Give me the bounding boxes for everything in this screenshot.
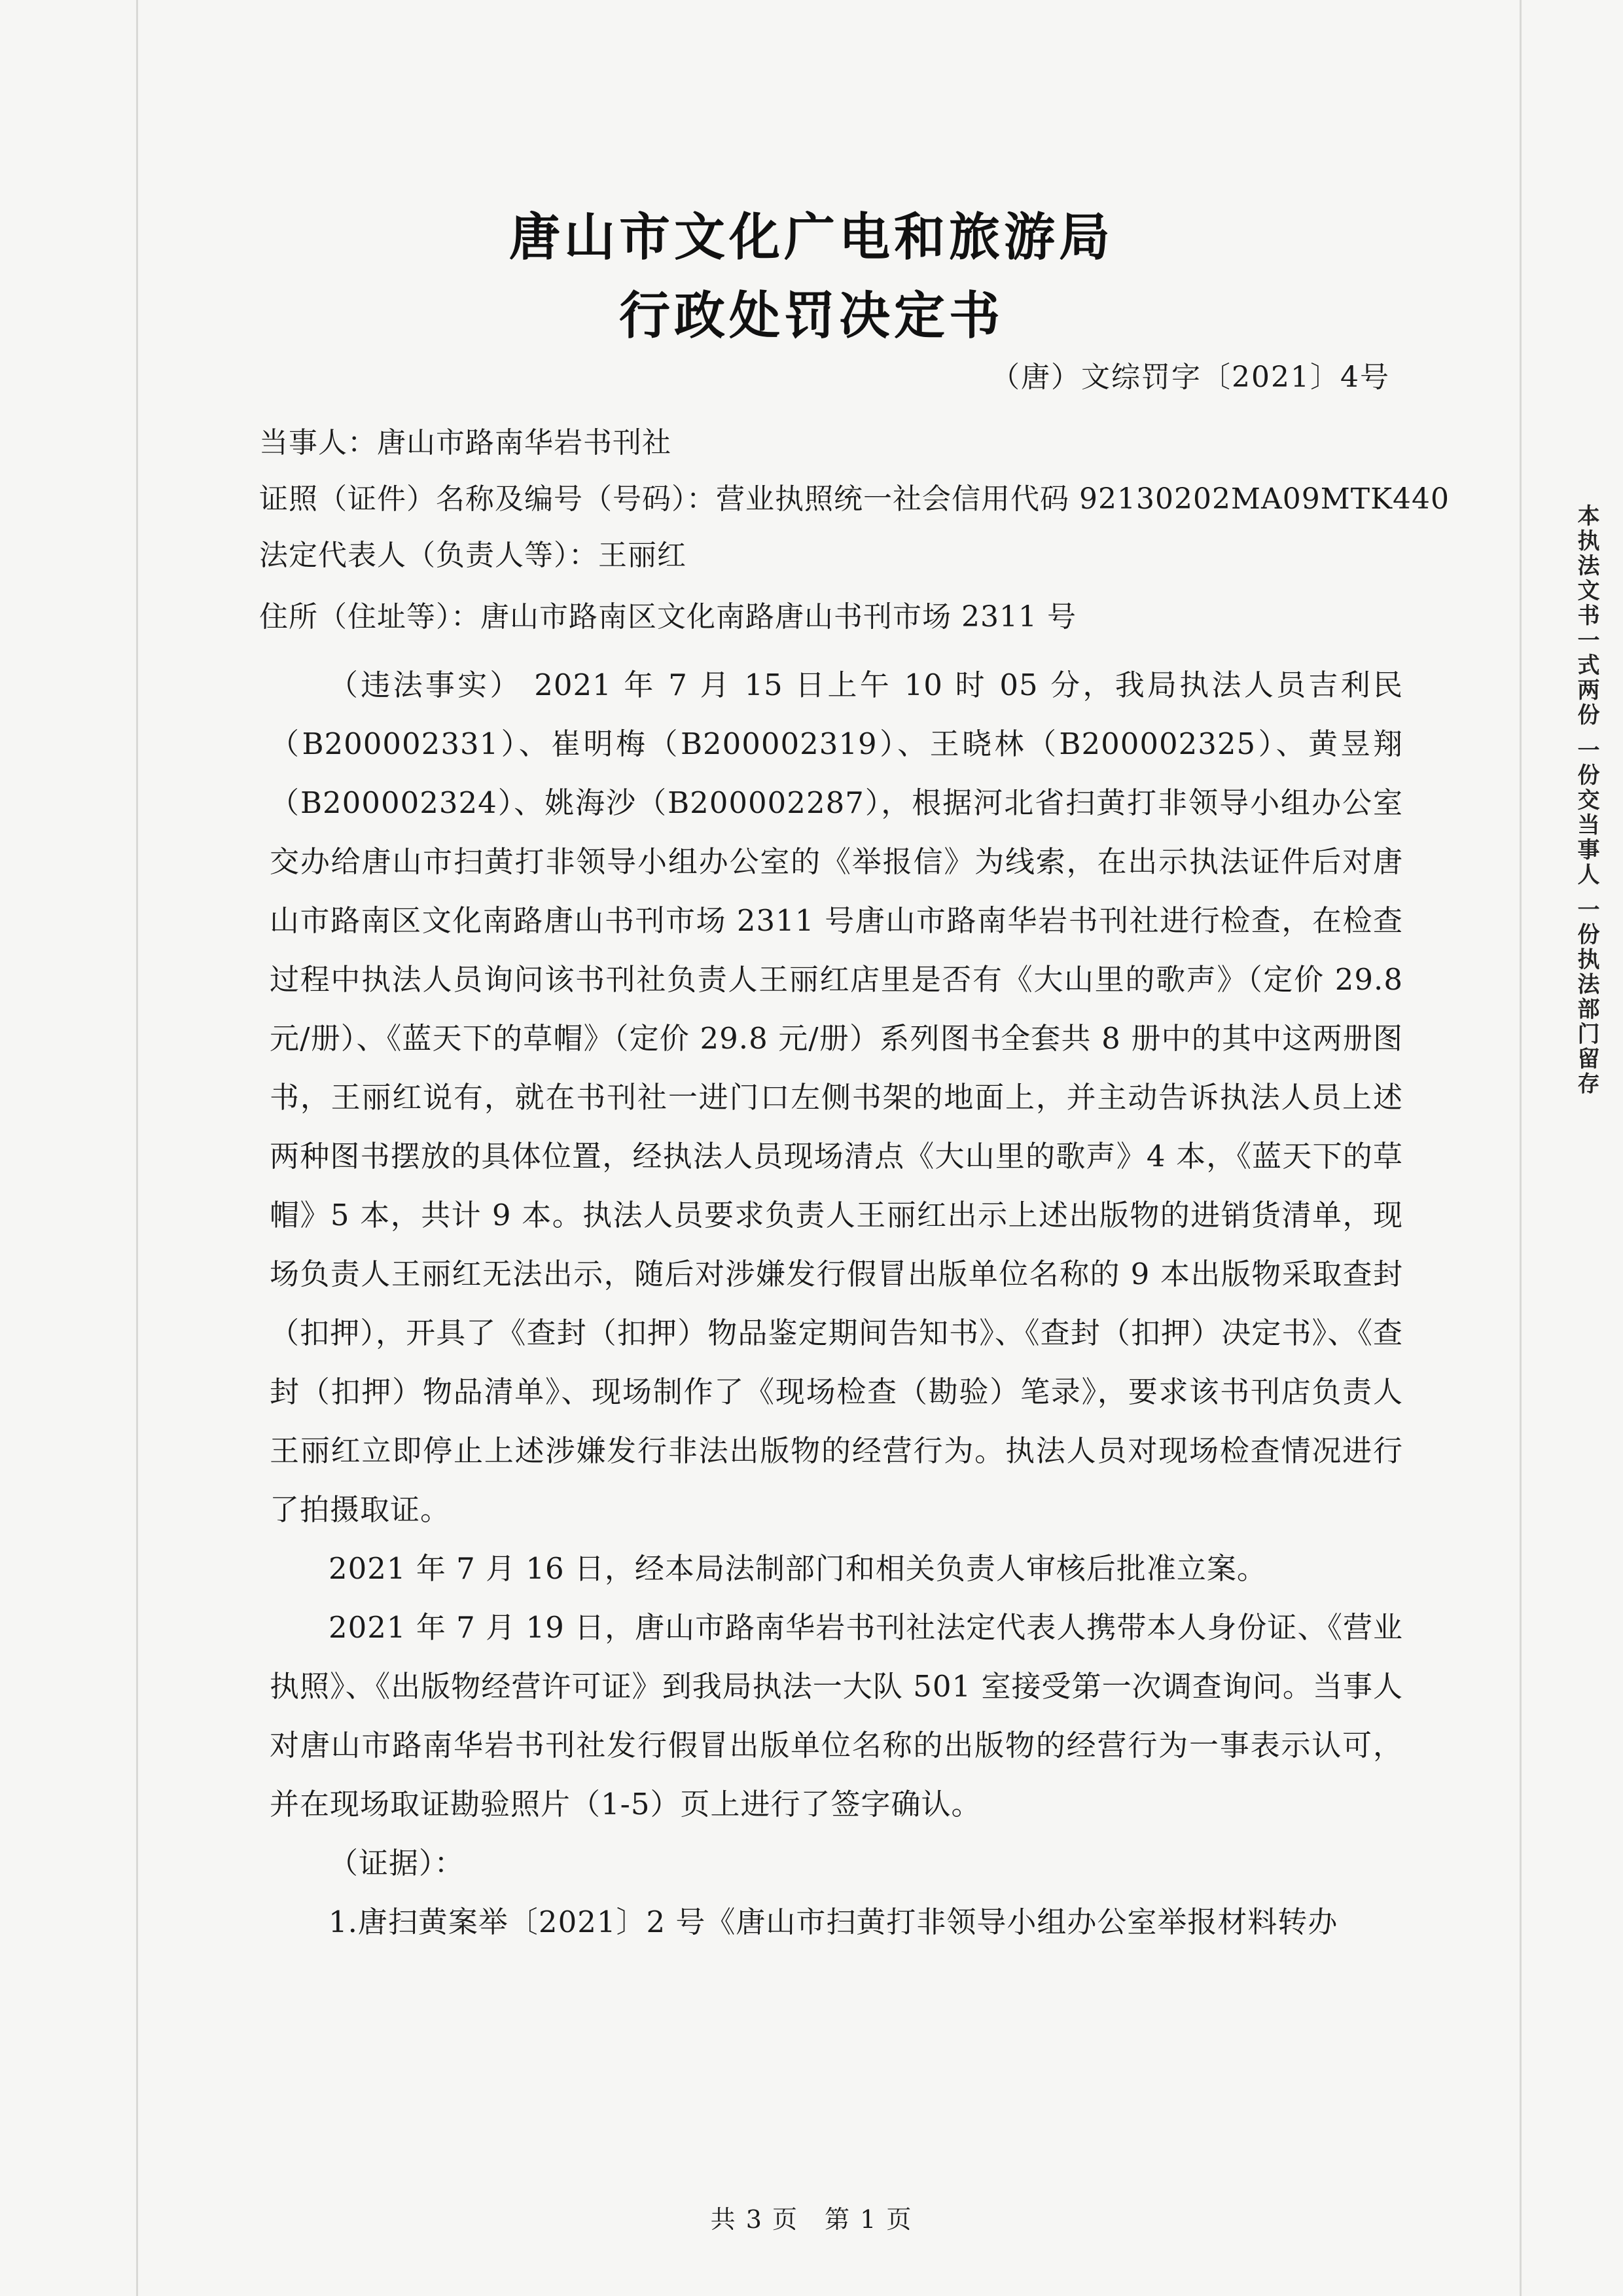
legal-representative-line: 法定代表人（负责人等）：王丽红 xyxy=(259,539,687,572)
document-title-line1: 唐山市文化广电和旅游局 xyxy=(508,208,1114,267)
party-line: 当事人：唐山市路南华岩书刊社 xyxy=(259,426,671,459)
address-line: 住所（住址等）：唐山市路南区文化南路唐山书刊市场 2311 号 xyxy=(259,600,1077,634)
margin-note: 本执法文书一式两份 一份交当事人 一份执法部门留存 xyxy=(1573,504,1599,1097)
document-number: （唐）文综罚字〔2021〕4号 xyxy=(991,361,1390,394)
license-line: 证照（证件）名称及编号（号码）：营业执照统一社会信用代码 92130202MA09MTK440 xyxy=(259,482,1450,516)
case-filing-paragraph: 2021 年 7 月 16 日，经本局法制部门和相关负责人审核后批准立案。 xyxy=(329,1551,1267,1586)
evidence-item-1: 1.唐扫黄案举〔2021〕2 号《唐山市扫黄打非领导小组办公室举报材料转办 xyxy=(329,1905,1338,1939)
evidence-heading: （证据）： xyxy=(329,1846,465,1880)
decision-body xyxy=(270,656,1403,1952)
illegal-facts-paragraph: （违法事实） 2021 年 7 月 15 日上午 10 时 05 分，我局执法人员吉利民（B200002331）、崔明梅（B200002319）、王晓林（B200002325）、黄昱翔（B200002324）、姚海沙（B200002287），根据河北省扫黄打非领导小组办公室交办给唐山市扫黄打非领导小组办公室的《举报信》为线索，在出示执法证件后对唐山市路南区文化南路唐山书刊市场 2311 号唐山市路南华岩书刊社进行检查，在检查过程中执法人员询问该书刊社负责人王丽红店里是否有《大山里的歌声》（定价 29.8 元/册）、《蓝天下的草帽》（定价 29.8 元/册）系列图书全套共 8 册中的其中这两册图书，王丽红说有，就在书刊社一进门口左侧书架的地面上，并主动告诉执法人员上述两种图书摆放的具体位置，经执法人员现场清点《大山里的歌声》4 本，《蓝天下的草帽》5 本，共计 9 本。执法人员要求负责人王丽红出示上述出版物的进销货清单，现场负责人王丽红无法出示，随后对涉嫌发行假冒出版单位名称的 9 本出版物采取查封（扣押），开具了《查封（扣押）物品鉴定期间告知书》、《查封（扣押）决定书》、《查封（扣押）物品清单》、现场制作了《现场检查（勘验）笔录》，要求该书刊店负责人王丽红立即停止上述涉嫌发行非法出版物的经营行为。执法人员对现场检查情况进行了拍摄取证。 xyxy=(270,668,1403,1527)
investigation-paragraph: 2021 年 7 月 19 日，唐山市路南华岩书刊社法定代表人携带本人身份证、《营业执照》、《出版物经营许可证》到我局执法一大队 501 室接受第一次调查询问。当事人对唐山市路南华岩书刊社发行假冒出版单位名称的出版物的经营行为一事表示认可，并在现场取证勘验照片（1-5）页上进行了签字确认。 xyxy=(270,1610,1403,1821)
page-footer: 共 3 页 第 1 页 xyxy=(710,2205,913,2234)
document-title-line2: 行政处罚决定书 xyxy=(618,287,1004,346)
